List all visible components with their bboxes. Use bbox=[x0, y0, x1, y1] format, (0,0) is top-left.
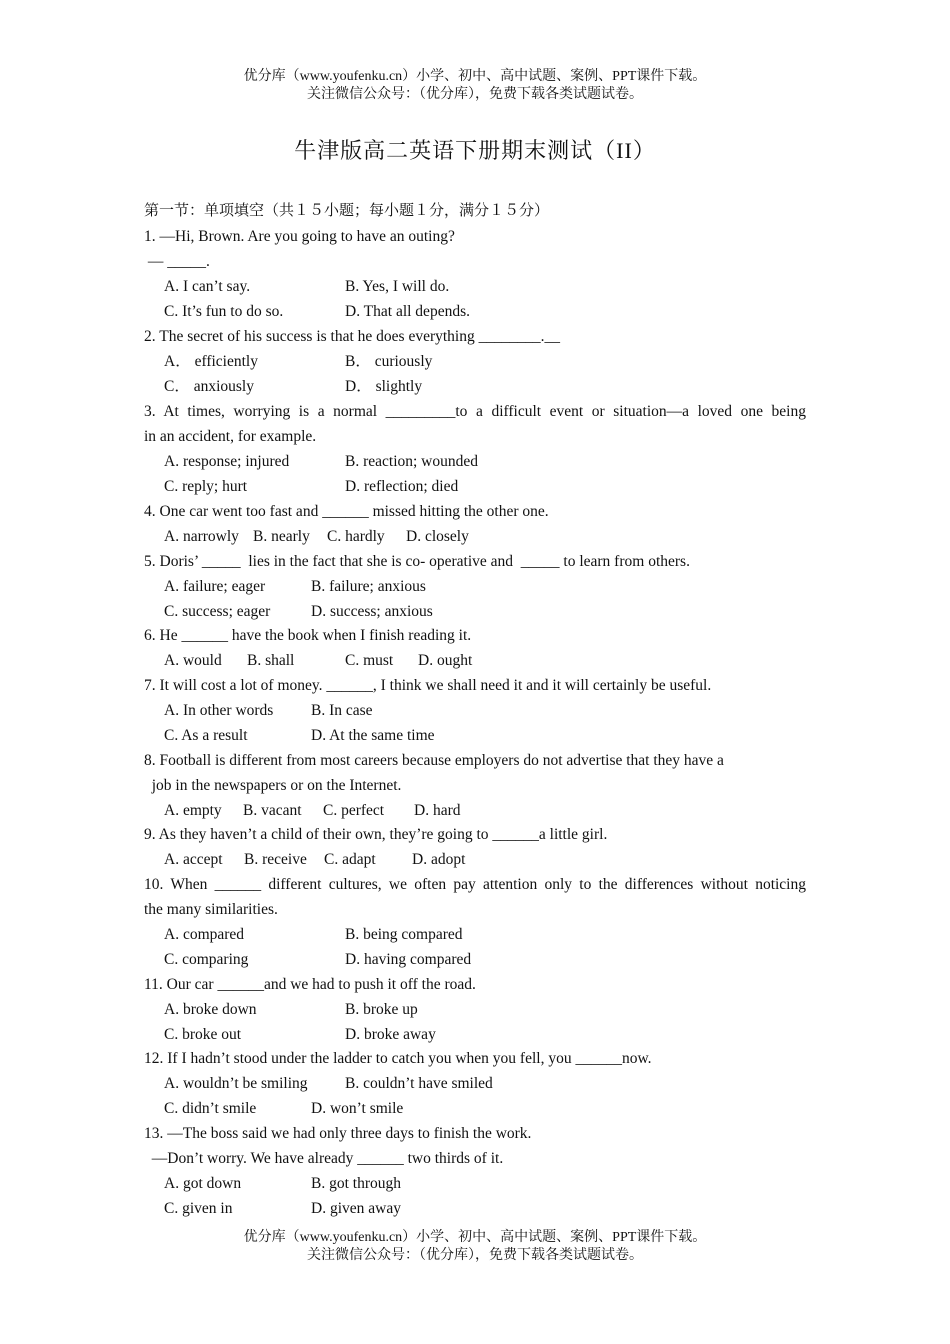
question-8-option-a[interactable]: A. empty bbox=[164, 802, 222, 819]
question-2-option-d[interactable]: D． slightly bbox=[345, 378, 423, 395]
question-4-option-c[interactable]: C. hardly bbox=[327, 528, 385, 545]
question-3-stem: 3. At times, worrying is a normal _________to a difficult event or situation—a loved one being bbox=[144, 403, 806, 420]
question-3-option-c[interactable]: C. reply; hurt bbox=[164, 478, 248, 495]
question-8-option-b[interactable]: B. vacant bbox=[243, 802, 302, 819]
question-13-stem-cont: —Don’t worry. We have already ______ two thirds of it. bbox=[144, 1150, 504, 1167]
question-11-option-c[interactable]: C. broke out bbox=[164, 1026, 242, 1043]
question-8-stem-cont: job in the newspapers or on the Internet. bbox=[144, 777, 402, 794]
question-1-stem: 1. —Hi, Brown. Are you going to have an outing? bbox=[144, 228, 455, 245]
question-5-option-a[interactable]: A. failure; eager bbox=[164, 578, 266, 595]
question-2-option-b[interactable]: B． curiously bbox=[345, 353, 433, 370]
question-8-option-d[interactable]: D. hard bbox=[414, 802, 461, 819]
question-12-option-c[interactable]: C. didn’t smile bbox=[164, 1100, 257, 1117]
question-5-option-c[interactable]: C. success; eager bbox=[164, 603, 271, 620]
question-1-answer-line: — _____. bbox=[144, 253, 210, 270]
question-6-stem: 6. He ______ have the book when I finish reading it. bbox=[144, 627, 472, 644]
question-11-option-a[interactable]: A. broke down bbox=[164, 1001, 257, 1018]
question-11-option-b[interactable]: B. broke up bbox=[345, 1001, 418, 1018]
question-12-stem: 12. If I hadn’t stood under the ladder to catch you when you fell, you ______now. bbox=[144, 1050, 652, 1067]
question-7-option-a[interactable]: A. In other words bbox=[164, 702, 274, 719]
question-4-option-d[interactable]: D. closely bbox=[406, 528, 469, 545]
question-7-option-d[interactable]: D. At the same time bbox=[311, 727, 435, 744]
question-4-option-b[interactable]: B. nearly bbox=[253, 528, 310, 545]
question-4-stem: 4. One car went too fast and ______ missed hitting the other one. bbox=[144, 503, 549, 520]
question-2-option-a[interactable]: A． efficiently bbox=[164, 353, 258, 370]
header-line-2: 关注微信公众号：（优分库），免费下载各类试题试卷。 bbox=[307, 87, 643, 102]
footer-line-2: 关注微信公众号：（优分库），免费下载各类试题试卷。 bbox=[307, 1248, 643, 1263]
question-12-option-b[interactable]: B. couldn’t have smiled bbox=[345, 1075, 493, 1092]
question-10-option-b[interactable]: B. being compared bbox=[345, 926, 463, 943]
question-13-option-b[interactable]: B. got through bbox=[311, 1175, 401, 1192]
question-5-option-b[interactable]: B. failure; anxious bbox=[311, 578, 426, 595]
question-9-option-c[interactable]: C. adapt bbox=[324, 851, 376, 868]
question-8-option-c[interactable]: C. perfect bbox=[323, 802, 385, 819]
question-12-option-d[interactable]: D. won’t smile bbox=[311, 1100, 404, 1117]
question-6-option-d[interactable]: D. ought bbox=[418, 652, 473, 669]
question-7-option-b[interactable]: B. In case bbox=[311, 702, 373, 719]
question-10-stem: 10. When ______ different cultures, we often pay attention only to the differences without noticing bbox=[144, 876, 806, 893]
question-3-option-d[interactable]: D. reflection; died bbox=[345, 478, 459, 495]
question-6-option-c[interactable]: C. must bbox=[345, 652, 394, 669]
section-heading: 第一节：单项填空（共１５小题；每小题１分，满分１５分） bbox=[144, 203, 550, 219]
question-9-option-a[interactable]: A. accept bbox=[164, 851, 223, 868]
question-7-option-c[interactable]: C. As a result bbox=[164, 727, 248, 744]
footer-line-1: 优分库（www.youfenku.cn）小学、初中、高中试题、案例、PPT课件下载。 bbox=[243, 1230, 707, 1245]
question-11-stem: 11. Our car ______and we had to push it off the road. bbox=[144, 976, 476, 993]
question-3-option-b[interactable]: B. reaction; wounded bbox=[345, 453, 479, 470]
question-10-stem-cont: the many similarities. bbox=[144, 901, 278, 918]
question-1-option-b[interactable]: B. Yes, I will do. bbox=[345, 278, 450, 295]
question-8-stem: 8. Football is different from most careers because employers do not advertise that they have a bbox=[144, 752, 724, 769]
question-13-stem: 13. —The boss said we had only three days to finish the work. bbox=[144, 1125, 532, 1142]
question-3-option-a[interactable]: A. response; injured bbox=[164, 453, 290, 470]
question-10-option-d[interactable]: D. having compared bbox=[345, 951, 472, 968]
question-1-option-c[interactable]: C. It’s fun to do so. bbox=[164, 303, 284, 320]
question-10-option-c[interactable]: C. comparing bbox=[164, 951, 249, 968]
question-12-option-a[interactable]: A. wouldn’t be smiling bbox=[164, 1075, 308, 1092]
question-9-option-b[interactable]: B. receive bbox=[244, 851, 307, 868]
question-6-option-b[interactable]: B. shall bbox=[247, 652, 295, 669]
question-3-stem-cont: in an accident, for example. bbox=[144, 428, 317, 445]
question-4-option-a[interactable]: A. narrowly bbox=[164, 528, 239, 545]
question-1-option-a[interactable]: A. I can’t say. bbox=[164, 278, 251, 295]
header-line-1: 优分库（www.youfenku.cn）小学、初中、高中试题、案例、PPT课件下载。 bbox=[243, 69, 707, 84]
question-9-option-d[interactable]: D. adopt bbox=[412, 851, 466, 868]
question-1-option-d[interactable]: D. That all depends. bbox=[345, 303, 470, 320]
question-11-option-d[interactable]: D. broke away bbox=[345, 1026, 436, 1043]
question-13-option-a[interactable]: A. got down bbox=[164, 1175, 242, 1192]
question-5-stem: 5. Doris’ _____ lies in the fact that she is co- operative and _____ to learn from others. bbox=[144, 553, 690, 570]
question-9-stem: 9. As they haven’t a child of their own, they’re going to ______a little girl. bbox=[144, 826, 608, 843]
question-13-option-d[interactable]: D. given away bbox=[311, 1200, 401, 1217]
question-10-option-a[interactable]: A. compared bbox=[164, 926, 245, 943]
question-2-stem: 2. The secret of his success is that he does everything ________.__ bbox=[144, 328, 560, 345]
question-6-option-a[interactable]: A. would bbox=[164, 652, 222, 669]
question-2-option-c[interactable]: C． anxiously bbox=[164, 378, 254, 395]
question-7-stem: 7. It will cost a lot of money. ______, I think we shall need it and it will certainly be useful. bbox=[144, 677, 712, 694]
question-13-option-c[interactable]: C. given in bbox=[164, 1200, 233, 1217]
page-title: 牛津版高二英语下册期末测试（II） bbox=[294, 138, 656, 163]
question-5-option-d[interactable]: D. success; anxious bbox=[311, 603, 433, 620]
